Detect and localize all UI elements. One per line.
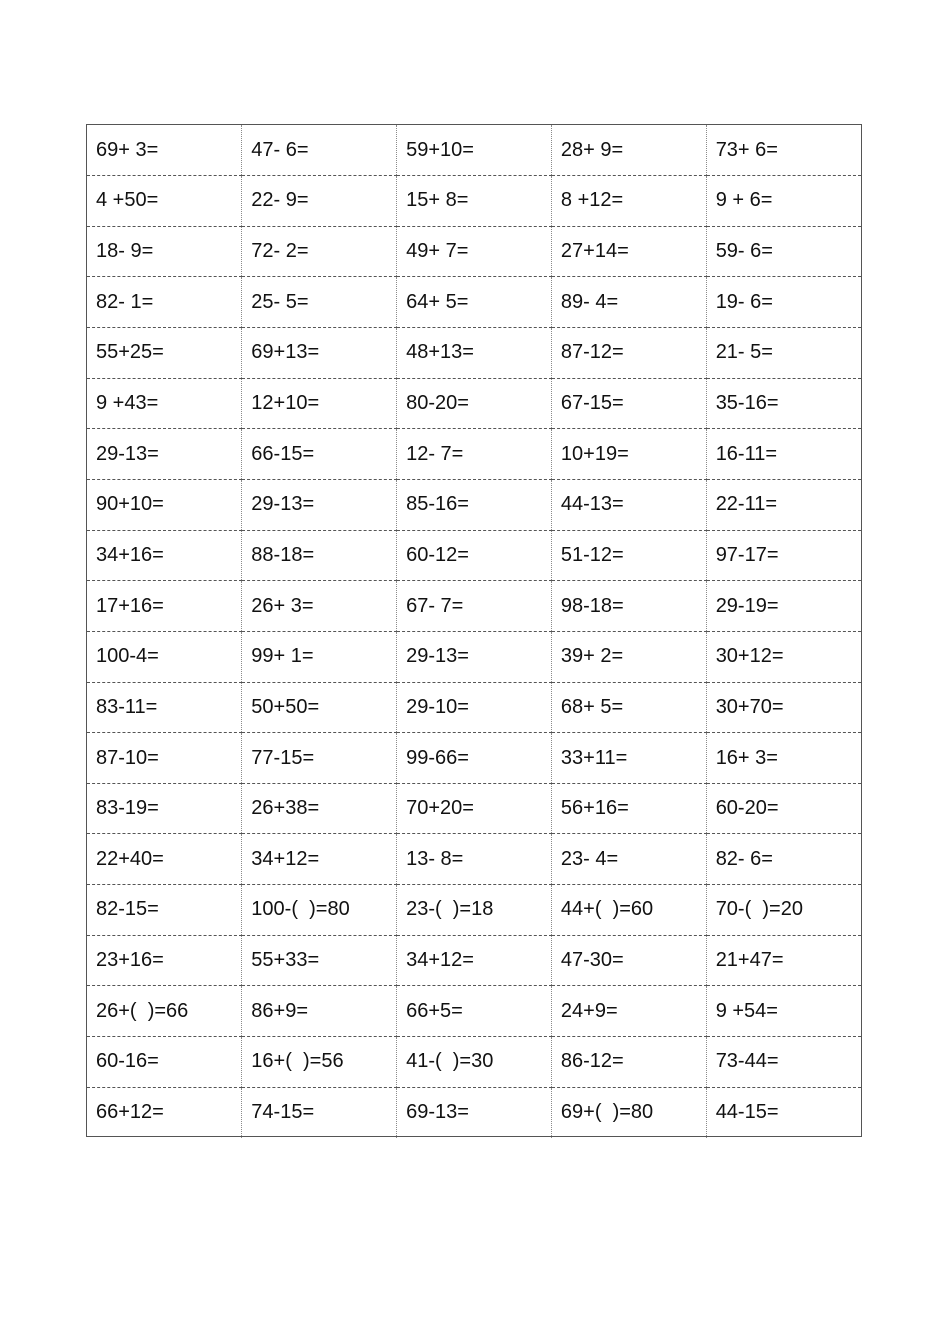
problem-cell: 87-10= [87,733,242,784]
problem-cell: 66-15= [242,429,397,480]
problem-cell: 27+14= [551,226,706,277]
problem-cell: 17+16= [87,581,242,632]
problem-cell: 83-11= [87,682,242,733]
problem-cell: 44-13= [551,479,706,530]
problem-cell: 10+19= [551,429,706,480]
problem-cell: 21- 5= [706,328,861,379]
problem-cell: 24+9= [551,986,706,1037]
problem-cell: 26+ 3= [242,581,397,632]
problem-table-body [87,125,861,1138]
problem-cell: 30+70= [706,682,861,733]
problem-cell: 15+ 8= [397,176,552,227]
problem-cell: 39+ 2= [551,631,706,682]
problem-cell: 64+ 5= [397,277,552,328]
problem-cell: 73+ 6= [706,125,861,176]
problem-cell: 70-( )=20 [706,885,861,936]
problem-cell: 22- 9= [242,176,397,227]
problem-cell: 19- 6= [706,277,861,328]
problem-cell: 9 + 6= [706,176,861,227]
problem-cell: 66+5= [397,986,552,1037]
problem-cell: 67- 7= [397,581,552,632]
problem-cell: 47-30= [551,935,706,986]
problem-row [87,682,861,733]
problem-cell: 82-15= [87,885,242,936]
problem-cell: 98-18= [551,581,706,632]
problem-cell: 34+12= [242,834,397,885]
problem-row [87,530,861,581]
problem-cell: 82- 6= [706,834,861,885]
problem-row [87,226,861,277]
problem-cell: 12- 7= [397,429,552,480]
problem-cell: 83-19= [87,783,242,834]
problem-cell: 44-15= [706,1087,861,1138]
problem-cell: 88-18= [242,530,397,581]
problem-cell: 47- 6= [242,125,397,176]
problem-cell: 44+( )=60 [551,885,706,936]
problem-cell: 35-16= [706,378,861,429]
problem-cell: 16+( )=56 [242,1037,397,1088]
problem-cell: 29-13= [242,479,397,530]
problem-cell: 69+( )=80 [551,1087,706,1138]
problem-cell: 8 +12= [551,176,706,227]
problem-cell: 18- 9= [87,226,242,277]
problem-row [87,631,861,682]
problem-cell: 72- 2= [242,226,397,277]
problem-cell: 49+ 7= [397,226,552,277]
problem-cell: 29-10= [397,682,552,733]
problem-cell: 13- 8= [397,834,552,885]
problem-cell: 70+20= [397,783,552,834]
problem-row [87,277,861,328]
problem-cell: 67-15= [551,378,706,429]
problem-row [87,125,861,176]
problem-cell: 16+ 3= [706,733,861,784]
problem-cell: 86-12= [551,1037,706,1088]
problem-cell: 69+13= [242,328,397,379]
problem-cell: 9 +54= [706,986,861,1037]
problem-cell: 59+10= [397,125,552,176]
problem-row [87,1087,861,1138]
problem-cell: 26+( )=66 [87,986,242,1037]
problem-cell: 97-17= [706,530,861,581]
problem-cell: 30+12= [706,631,861,682]
problem-cell: 29-13= [87,429,242,480]
problem-cell: 56+16= [551,783,706,834]
problem-cell: 9 +43= [87,378,242,429]
problem-cell: 34+16= [87,530,242,581]
problem-cell: 68+ 5= [551,682,706,733]
problem-cell: 99+ 1= [242,631,397,682]
problem-cell: 41-( )=30 [397,1037,552,1088]
arithmetic-worksheet [86,124,862,1137]
problem-cell: 100-( )=80 [242,885,397,936]
problem-row [87,1037,861,1088]
problem-cell: 51-12= [551,530,706,581]
problem-cell: 12+10= [242,378,397,429]
problem-cell: 22+40= [87,834,242,885]
problem-cell: 60-12= [397,530,552,581]
problem-cell: 89- 4= [551,277,706,328]
problem-row [87,834,861,885]
problem-cell: 29-19= [706,581,861,632]
problem-cell: 48+13= [397,328,552,379]
problem-cell: 59- 6= [706,226,861,277]
problem-cell: 60-20= [706,783,861,834]
problem-cell: 77-15= [242,733,397,784]
problem-cell: 73-44= [706,1037,861,1088]
problem-cell: 60-16= [87,1037,242,1088]
problem-row [87,986,861,1037]
problem-cell: 4 +50= [87,176,242,227]
problem-cell: 66+12= [96,1101,164,1124]
problem-cell: 34+12= [397,935,552,986]
problem-row [87,378,861,429]
problem-row [87,581,861,632]
problem-table [87,125,861,1138]
problem-cell: 21+47= [706,935,861,986]
problem-cell: 29-13= [397,631,552,682]
problem-row [87,885,861,936]
problem-cell: 80-20= [397,378,552,429]
problem-cell: 99-66= [397,733,552,784]
problem-cell: 23-( )=18 [397,885,552,936]
problem-cell: 55+25= [87,328,242,379]
problem-cell: 55+33= [242,935,397,986]
problem-cell: 87-12= [551,328,706,379]
problem-cell: 26+38= [242,783,397,834]
problem-cell: 90+10= [87,479,242,530]
problem-cell: 74-15= [242,1087,397,1138]
problem-row [87,783,861,834]
problem-row [87,429,861,480]
problem-row [87,176,861,227]
problem-cell: 25- 5= [242,277,397,328]
problem-row [87,935,861,986]
problem-cell: 69-13= [397,1087,552,1138]
problem-cell: 82- 1= [87,277,242,328]
problem-cell: 23- 4= [551,834,706,885]
problem-cell: 33+11= [551,733,706,784]
problem-cell: 85-16= [397,479,552,530]
problem-cell: 100-4= [87,631,242,682]
problem-cell: 50+50= [242,682,397,733]
problem-row [87,479,861,530]
problem-row [87,733,861,784]
problem-cell: 69+ 3= [87,125,242,176]
problem-cell: 86+9= [242,986,397,1037]
problem-cell: 28+ 9= [551,125,706,176]
problem-cell: 23+16= [87,935,242,986]
problem-cell: 16-11= [706,429,861,480]
problem-cell: 22-11= [706,479,861,530]
problem-row [87,328,861,379]
